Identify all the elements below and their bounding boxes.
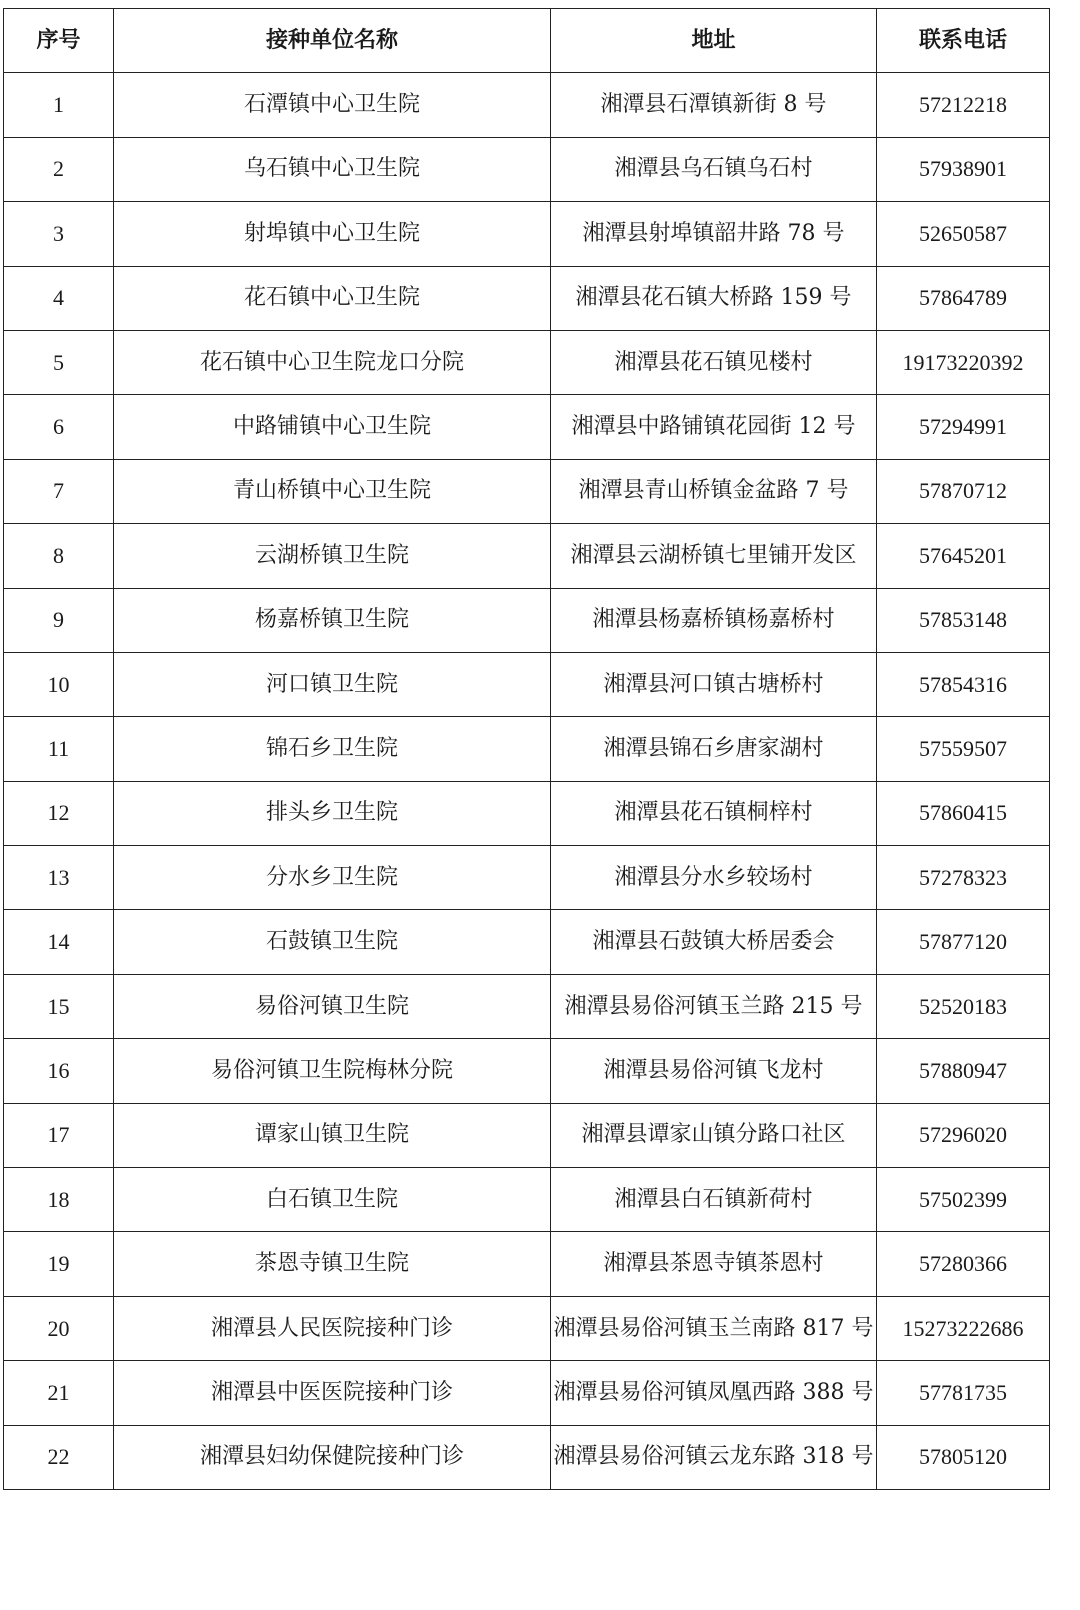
cell-address: 湘潭县中路铺镇花园街 12 号 xyxy=(551,395,877,459)
cell-address: 湘潭县云湖桥镇七里铺开发区 xyxy=(551,524,877,588)
cell-index: 3 xyxy=(4,202,114,266)
cell-phone: 57294991 xyxy=(877,395,1050,459)
table-row xyxy=(4,1103,1050,1167)
cell-phone: 57645201 xyxy=(877,524,1050,588)
table-row xyxy=(4,910,1050,974)
table-row xyxy=(4,781,1050,845)
cell-site-name: 易俗河镇卫生院梅林分院 xyxy=(114,1039,551,1103)
cell-address: 湘潭县易俗河镇飞龙村 xyxy=(551,1039,877,1103)
cell-index: 5 xyxy=(4,330,114,394)
table-row xyxy=(4,266,1050,330)
cell-phone: 57854316 xyxy=(877,652,1050,716)
cell-address: 湘潭县易俗河镇玉兰南路 817 号 xyxy=(551,1296,877,1360)
cell-site-name: 青山桥镇中心卫生院 xyxy=(114,459,551,523)
vaccination-sites-table xyxy=(3,8,1050,1490)
cell-index: 4 xyxy=(4,266,114,330)
cell-index: 22 xyxy=(4,1425,114,1489)
table-row xyxy=(4,717,1050,781)
table-row xyxy=(4,459,1050,523)
table-row xyxy=(4,1168,1050,1232)
cell-site-name: 花石镇中心卫生院 xyxy=(114,266,551,330)
cell-index: 15 xyxy=(4,974,114,1038)
cell-index: 2 xyxy=(4,137,114,201)
table-row xyxy=(4,652,1050,716)
cell-index: 20 xyxy=(4,1296,114,1360)
table-row xyxy=(4,395,1050,459)
cell-site-name: 分水乡卫生院 xyxy=(114,846,551,910)
header-address: 地址 xyxy=(551,9,877,73)
table-row xyxy=(4,846,1050,910)
cell-address: 湘潭县茶恩寺镇茶恩村 xyxy=(551,1232,877,1296)
cell-phone: 57880947 xyxy=(877,1039,1050,1103)
table-row xyxy=(4,137,1050,201)
cell-phone: 57860415 xyxy=(877,781,1050,845)
cell-address: 湘潭县分水乡较场村 xyxy=(551,846,877,910)
cell-index: 8 xyxy=(4,524,114,588)
cell-index: 12 xyxy=(4,781,114,845)
cell-site-name: 湘潭县人民医院接种门诊 xyxy=(114,1296,551,1360)
cell-address: 湘潭县花石镇桐梓村 xyxy=(551,781,877,845)
cell-site-name: 排头乡卫生院 xyxy=(114,781,551,845)
cell-phone: 57559507 xyxy=(877,717,1050,781)
table-row xyxy=(4,202,1050,266)
cell-phone: 57296020 xyxy=(877,1103,1050,1167)
cell-phone: 57805120 xyxy=(877,1425,1050,1489)
table-row xyxy=(4,73,1050,137)
cell-site-name: 谭家山镇卫生院 xyxy=(114,1103,551,1167)
cell-address: 湘潭县易俗河镇云龙东路 318 号 xyxy=(551,1425,877,1489)
cell-site-name: 石潭镇中心卫生院 xyxy=(114,73,551,137)
cell-phone: 19173220392 xyxy=(877,330,1050,394)
table-row xyxy=(4,588,1050,652)
cell-address: 湘潭县杨嘉桥镇杨嘉桥村 xyxy=(551,588,877,652)
cell-phone: 57938901 xyxy=(877,137,1050,201)
cell-phone: 57781735 xyxy=(877,1361,1050,1425)
cell-site-name: 射埠镇中心卫生院 xyxy=(114,202,551,266)
cell-index: 21 xyxy=(4,1361,114,1425)
cell-index: 17 xyxy=(4,1103,114,1167)
cell-address: 湘潭县乌石镇乌石村 xyxy=(551,137,877,201)
table-row xyxy=(4,974,1050,1038)
cell-index: 7 xyxy=(4,459,114,523)
cell-phone: 57278323 xyxy=(877,846,1050,910)
cell-address: 湘潭县石鼓镇大桥居委会 xyxy=(551,910,877,974)
cell-index: 6 xyxy=(4,395,114,459)
cell-address: 湘潭县青山桥镇金盆路 7 号 xyxy=(551,459,877,523)
cell-site-name: 花石镇中心卫生院龙口分院 xyxy=(114,330,551,394)
table-body xyxy=(4,73,1050,1490)
cell-phone: 57853148 xyxy=(877,588,1050,652)
cell-site-name: 中路铺镇中心卫生院 xyxy=(114,395,551,459)
cell-phone: 15273222686 xyxy=(877,1296,1050,1360)
table-row xyxy=(4,1039,1050,1103)
cell-phone: 57870712 xyxy=(877,459,1050,523)
cell-phone: 57212218 xyxy=(877,73,1050,137)
table-row xyxy=(4,524,1050,588)
cell-address: 湘潭县锦石乡唐家湖村 xyxy=(551,717,877,781)
cell-index: 18 xyxy=(4,1168,114,1232)
cell-phone: 52650587 xyxy=(877,202,1050,266)
cell-index: 14 xyxy=(4,910,114,974)
cell-index: 10 xyxy=(4,652,114,716)
header-phone: 联系电话 xyxy=(877,9,1050,73)
cell-index: 1 xyxy=(4,73,114,137)
cell-site-name: 易俗河镇卫生院 xyxy=(114,974,551,1038)
table-row xyxy=(4,1232,1050,1296)
cell-phone: 57502399 xyxy=(877,1168,1050,1232)
table-row xyxy=(4,1296,1050,1360)
cell-phone: 52520183 xyxy=(877,974,1050,1038)
cell-address: 湘潭县白石镇新荷村 xyxy=(551,1168,877,1232)
cell-address: 湘潭县石潭镇新街 8 号 xyxy=(551,73,877,137)
table-row xyxy=(4,330,1050,394)
table-header-row xyxy=(4,9,1050,73)
cell-index: 19 xyxy=(4,1232,114,1296)
header-index: 序号 xyxy=(4,9,114,73)
cell-address: 湘潭县射埠镇韶井路 78 号 xyxy=(551,202,877,266)
cell-index: 16 xyxy=(4,1039,114,1103)
cell-phone: 57877120 xyxy=(877,910,1050,974)
cell-address: 湘潭县花石镇大桥路 159 号 xyxy=(551,266,877,330)
cell-address: 湘潭县谭家山镇分路口社区 xyxy=(551,1103,877,1167)
cell-site-name: 白石镇卫生院 xyxy=(114,1168,551,1232)
cell-site-name: 杨嘉桥镇卫生院 xyxy=(114,588,551,652)
table-row xyxy=(4,1425,1050,1489)
cell-site-name: 茶恩寺镇卫生院 xyxy=(114,1232,551,1296)
cell-index: 13 xyxy=(4,846,114,910)
header-name: 接种单位名称 xyxy=(114,9,551,73)
cell-site-name: 云湖桥镇卫生院 xyxy=(114,524,551,588)
cell-site-name: 石鼓镇卫生院 xyxy=(114,910,551,974)
cell-site-name: 湘潭县妇幼保健院接种门诊 xyxy=(114,1425,551,1489)
cell-address: 湘潭县易俗河镇凤凰西路 388 号 xyxy=(551,1361,877,1425)
table-row xyxy=(4,1361,1050,1425)
cell-index: 11 xyxy=(4,717,114,781)
cell-address: 湘潭县河口镇古塘桥村 xyxy=(551,652,877,716)
cell-address: 湘潭县易俗河镇玉兰路 215 号 xyxy=(551,974,877,1038)
cell-site-name: 湘潭县中医医院接种门诊 xyxy=(114,1361,551,1425)
cell-site-name: 乌石镇中心卫生院 xyxy=(114,137,551,201)
cell-phone: 57864789 xyxy=(877,266,1050,330)
cell-address: 湘潭县花石镇见楼村 xyxy=(551,330,877,394)
cell-phone: 57280366 xyxy=(877,1232,1050,1296)
cell-index: 9 xyxy=(4,588,114,652)
cell-site-name: 锦石乡卫生院 xyxy=(114,717,551,781)
cell-site-name: 河口镇卫生院 xyxy=(114,652,551,716)
